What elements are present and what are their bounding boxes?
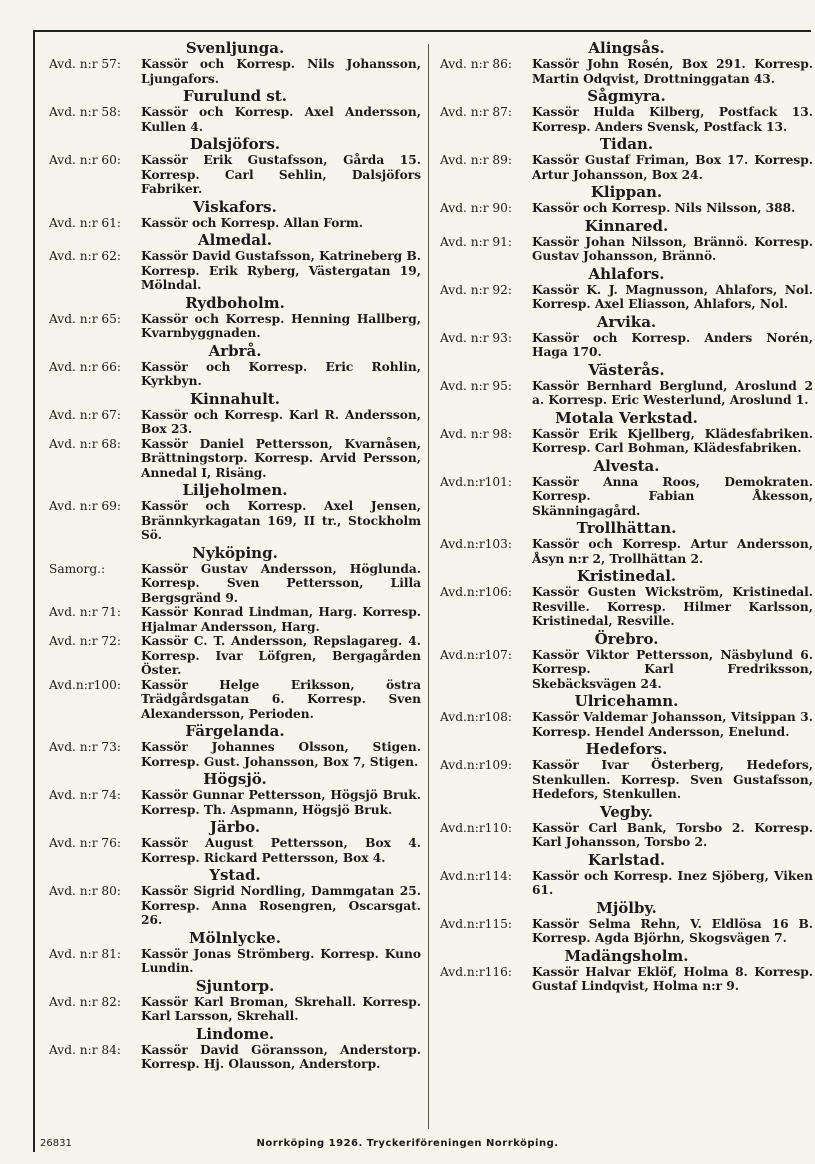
branch-contacts: Kassör och Korresp. Axel Jensen, Brännkyrkagatan 169, II tr., Stockholm Sö. bbox=[141, 499, 421, 542]
town-heading: Alvesta. bbox=[593, 456, 660, 475]
branch-entry bbox=[440, 917, 813, 946]
branch-label: Avd.n:r114: bbox=[440, 868, 513, 883]
branch-label: Avd.n:r106: bbox=[440, 585, 513, 599]
branch-label: Avd. n:r 57: bbox=[49, 57, 122, 71]
right-column bbox=[440, 38, 813, 994]
branch-section bbox=[440, 266, 813, 312]
branch-entry bbox=[49, 249, 421, 293]
branch-contacts: Kassör Viktor Pettersson, Näsbylund 6. Korresp. Karl Fredriksson, Skebäcksvägen 24. bbox=[532, 647, 813, 691]
branch-entry bbox=[49, 153, 421, 197]
branch-label: Avd. n:r 61: bbox=[49, 215, 122, 230]
town-heading: Klippan. bbox=[590, 183, 663, 201]
town-heading: Högsjö. bbox=[203, 770, 267, 788]
branch-contacts: Kassör Daniel Pettersson, Kvarnåsen, Brättningstorp. Korresp. Arvid Persson, Annedal I, Risäng. bbox=[141, 436, 421, 480]
town-heading: Nyköping. bbox=[192, 543, 278, 562]
town-heading: Furulund st. bbox=[183, 87, 287, 105]
branch-label: Avd. n:r 87: bbox=[440, 105, 513, 119]
left-column bbox=[49, 38, 421, 1072]
branch-label: Avd. n:r 71: bbox=[49, 605, 122, 619]
town-heading: Trollhättan. bbox=[576, 519, 677, 537]
branch-section bbox=[440, 693, 813, 739]
branch-entry bbox=[440, 965, 813, 994]
page-number: 26831 bbox=[40, 1138, 72, 1149]
branch-entry bbox=[49, 634, 421, 678]
branch-section bbox=[440, 631, 813, 692]
branch-entry bbox=[440, 153, 813, 182]
branch-contacts: Kassör Johannes Olsson, Stigen. Korresp. Gust. Johansson, Box 7, Stigen. bbox=[141, 740, 421, 769]
branch-entry bbox=[49, 216, 421, 231]
branch-contacts: Kassör Bernhard Berglund, Aroslund 2 a. Korresp. Eric Westerlund, Aroslund 1. bbox=[532, 378, 813, 407]
branch-section bbox=[49, 978, 421, 1024]
branch-label: Avd.n:r109: bbox=[440, 758, 513, 772]
branch-label: Avd. n:r 69: bbox=[49, 499, 122, 513]
branch-entry bbox=[440, 648, 813, 692]
branch-contacts: Kassör August Pettersson, Box 4. Korresp. Rickard Pettersson, Box 4. bbox=[141, 836, 421, 865]
branch-section bbox=[440, 314, 813, 360]
branch-label: Avd.n:r100: bbox=[49, 677, 122, 692]
branch-label: Avd. n:r 67: bbox=[49, 407, 122, 422]
town-heading: Kinnahult. bbox=[190, 389, 280, 408]
town-heading: Ystad. bbox=[209, 866, 261, 884]
branch-entry bbox=[49, 499, 421, 543]
branch-entry bbox=[440, 585, 813, 629]
branch-entry bbox=[49, 678, 421, 722]
town-heading: Mjölby. bbox=[596, 898, 657, 917]
branch-label: Avd. n:r 66: bbox=[49, 359, 122, 374]
branch-entry bbox=[49, 788, 421, 817]
branch-section bbox=[49, 295, 421, 341]
branch-contacts: Kassör Valdemar Johansson, Vitsippan 3. Korresp. Hendel Andersson, Enelund. bbox=[532, 710, 813, 739]
branch-section bbox=[440, 741, 813, 802]
branch-contacts: Kassör Helge Eriksson, östra Trädgårdsgatan 6. Korresp. Sven Alexandersson, Perioden. bbox=[141, 677, 421, 721]
branch-label: Avd. n:r 72: bbox=[49, 634, 122, 648]
branch-label: Avd. n:r 98: bbox=[440, 426, 513, 441]
branch-label: Avd. n:r 93: bbox=[440, 330, 513, 345]
branch-entry bbox=[49, 995, 421, 1024]
branch-entry bbox=[440, 475, 813, 519]
branch-section bbox=[49, 723, 421, 769]
branch-section bbox=[49, 819, 421, 865]
branch-label: Avd.n:r115: bbox=[440, 916, 513, 931]
branch-contacts: Kassör och Korresp. Allan Form. bbox=[141, 215, 363, 230]
branch-contacts: Kassör och Korresp. Nils Nilsson, 388. bbox=[532, 201, 796, 215]
branch-entry bbox=[49, 312, 421, 341]
branch-entry bbox=[49, 740, 421, 769]
branch-label: Avd. n:r 84: bbox=[49, 1042, 122, 1057]
branch-label: Avd. n:r 90: bbox=[440, 201, 513, 215]
branch-contacts: Kassör Gunnar Pettersson, Högsjö Bruk. Korresp. Th. Aspmann, Högsjö Bruk. bbox=[141, 788, 421, 817]
branch-label: Avd.n:r101: bbox=[440, 474, 513, 489]
branch-label: Avd. n:r 74: bbox=[49, 788, 122, 802]
town-heading: Karlstad. bbox=[587, 850, 666, 869]
branch-label: Avd.n:r108: bbox=[440, 710, 513, 724]
branch-contacts: Kassör Jonas Strömberg. Korresp. Kuno Lundin. bbox=[141, 946, 421, 975]
branch-section bbox=[49, 545, 421, 722]
branch-section bbox=[440, 458, 813, 519]
branch-label: Avd. n:r 68: bbox=[49, 436, 122, 451]
branch-contacts: Kassör Carl Bank, Torsbo 2. Korresp. Karl Johansson, Torsbo 2. bbox=[532, 820, 813, 849]
town-heading: Kinnared. bbox=[584, 216, 669, 235]
branch-label: Avd. n:r 86: bbox=[440, 57, 513, 71]
town-heading: Sågmyra. bbox=[587, 87, 666, 105]
branch-section bbox=[440, 568, 813, 629]
branch-label: Avd. n:r 65: bbox=[49, 311, 122, 326]
branch-contacts: Kassör och Korresp. Henning Hallberg, Kvarnbyggnaden. bbox=[141, 311, 421, 340]
branch-label: Avd. n:r 58: bbox=[49, 105, 122, 119]
branch-contacts: Kassör Hulda Kilberg, Postfack 13. Korresp. Anders Svensk, Postfack 13. bbox=[532, 105, 813, 134]
branch-entry bbox=[440, 331, 813, 360]
branch-entry bbox=[440, 57, 813, 86]
branch-contacts: Kassör Johan Nilsson, Brännö. Korresp. Gustav Johansson, Brännö. bbox=[532, 234, 813, 263]
town-heading: Arvika. bbox=[596, 312, 657, 331]
branch-label: Avd. n:r 60: bbox=[49, 153, 122, 167]
branch-contacts: Kassör och Korresp. Eric Rohlin, Kyrkbyn. bbox=[141, 359, 421, 388]
town-heading: Svenljunga. bbox=[185, 39, 285, 57]
branch-contacts: Kassör Karl Broman, Skrehall. Korresp. Karl Larsson, Skrehall. bbox=[141, 994, 421, 1023]
branch-contacts: Kassör Erik Gustafsson, Gårda 15. Korresp. Carl Sehlin, Dalsjöfors Fabriker. bbox=[141, 153, 421, 196]
branch-entry bbox=[49, 605, 421, 634]
branch-label: Avd. n:r 89: bbox=[440, 153, 513, 167]
town-heading: Liljeholmen. bbox=[182, 481, 288, 499]
branch-label: Avd. n:r 81: bbox=[49, 946, 122, 961]
town-heading: Sjuntorp. bbox=[195, 976, 275, 995]
branch-entry bbox=[440, 379, 813, 408]
town-heading: Ulricehamn. bbox=[574, 692, 679, 710]
branch-contacts: Kassör Erik Kjellberg, Klädesfabriken. Korresp. Carl Bohman, Klädesfabriken. bbox=[532, 426, 813, 455]
directory-page bbox=[33, 30, 811, 1152]
branch-contacts: Kassör Konrad Lindman, Harg. Korresp. Hjalmar Andersson, Harg. bbox=[141, 605, 421, 634]
branch-entry bbox=[49, 57, 421, 86]
branch-section bbox=[440, 410, 813, 456]
branch-section bbox=[49, 136, 421, 197]
branch-contacts: Kassör David Göransson, Anderstorp. Korresp. Hj. Olausson, Anderstorp. bbox=[141, 1042, 421, 1071]
town-heading: Lindome. bbox=[195, 1024, 275, 1043]
branch-entry bbox=[49, 884, 421, 928]
branch-contacts: Kassör John Rosén, Box 291. Korresp. Martin Odqvist, Drottninggatan 43. bbox=[532, 57, 813, 86]
branch-section bbox=[440, 948, 813, 994]
branch-entry bbox=[49, 562, 421, 606]
branch-label: Avd. n:r 95: bbox=[440, 378, 513, 393]
branch-contacts: Kassör och Korresp. Inez Sjöberg, Viken 61. bbox=[532, 868, 813, 897]
branch-entry bbox=[49, 947, 421, 976]
branch-section bbox=[49, 867, 421, 928]
town-heading: Rydboholm. bbox=[185, 293, 285, 312]
branch-section bbox=[440, 804, 813, 850]
branch-entry bbox=[440, 427, 813, 456]
branch-contacts: Kassör Gusten Wickström, Kristinedal. Resville. Korresp. Hilmer Karlsson, Kristinedal, Resville. bbox=[532, 585, 813, 628]
town-heading: Alingsås. bbox=[588, 39, 665, 57]
branch-entry bbox=[440, 537, 813, 566]
branch-entry bbox=[440, 821, 813, 850]
branch-section bbox=[440, 218, 813, 264]
branch-section bbox=[49, 1026, 421, 1072]
town-heading: Motala Verkstad. bbox=[555, 408, 698, 427]
branch-section bbox=[49, 88, 421, 134]
branch-label: Samorg.: bbox=[49, 561, 106, 576]
branch-entry bbox=[440, 869, 813, 898]
branch-contacts: Kassör Anna Roos, Demokraten. Korresp. Fabian Åkesson, Skänningagård. bbox=[532, 474, 813, 518]
branch-contacts: Kassör och Korresp. Anders Norén, Haga 170. bbox=[532, 330, 813, 359]
branch-contacts: Kassör och Korresp. Karl R. Andersson, Box 23. bbox=[141, 407, 421, 436]
branch-label: Avd.n:r103: bbox=[440, 537, 513, 551]
town-heading: Viskafors. bbox=[193, 197, 277, 216]
branch-section bbox=[440, 362, 813, 408]
branch-entry bbox=[49, 1043, 421, 1072]
town-heading: Tidan. bbox=[599, 135, 654, 153]
branch-entry bbox=[49, 105, 421, 134]
branch-section bbox=[49, 391, 421, 481]
branch-contacts: Kassör David Gustafsson, Katrineberg B. Korresp. Erik Ryberg, Västergatan 19, Mölndal. bbox=[141, 249, 421, 292]
branch-label: Avd. n:r 91: bbox=[440, 234, 513, 249]
town-heading: Almedal. bbox=[198, 231, 272, 249]
town-heading: Järbo. bbox=[209, 818, 261, 836]
branch-contacts: Kassör Sigrid Nordling, Dammgatan 25. Korresp. Anna Rosengren, Oscarsgat. 26. bbox=[141, 884, 421, 927]
branch-contacts: Kassör och Korresp. Artur Andersson, Åsyn n:r 2, Trollhättan 2. bbox=[532, 537, 813, 566]
branch-contacts: Kassör och Korresp. Nils Johansson, Ljungafors. bbox=[141, 57, 421, 86]
branch-contacts: Kassör Halvar Eklöf, Holma 8. Korresp. Gustaf Lindqvist, Holma n:r 9. bbox=[532, 964, 813, 993]
column-divider bbox=[428, 44, 429, 1129]
branch-section bbox=[440, 136, 813, 182]
branch-contacts: Kassör och Korresp. Axel Andersson, Kullen 4. bbox=[141, 105, 421, 134]
branch-label: Avd.n:r116: bbox=[440, 964, 513, 979]
branch-contacts: Kassör Ivar Österberg, Hedefors, Stenkullen. Korresp. Sven Gustafsson, Hedefors, Stenkullen. bbox=[532, 758, 813, 801]
branch-contacts: Kassör Gustav Andersson, Höglunda. Korresp. Sven Pettersson, Lilla Bergsgränd 9. bbox=[141, 561, 421, 605]
branch-label: Avd. n:r 82: bbox=[49, 994, 122, 1009]
branch-label: Avd. n:r 92: bbox=[440, 282, 513, 297]
town-heading: Färgelanda. bbox=[185, 722, 285, 740]
branch-entry bbox=[440, 235, 813, 264]
branch-section bbox=[49, 343, 421, 389]
town-heading: Ahlafors. bbox=[588, 264, 665, 283]
branch-entry bbox=[440, 710, 813, 739]
branch-section bbox=[49, 232, 421, 293]
printer-imprint: Norrköping 1926. Tryckeriföreningen Norrköping. bbox=[256, 1138, 559, 1149]
branch-section bbox=[49, 771, 421, 817]
branch-contacts: Kassör K. J. Magnusson, Ahlafors, Nol. Korresp. Axel Eliasson, Ahlafors, Nol. bbox=[532, 282, 813, 311]
branch-entry bbox=[440, 201, 813, 216]
branch-label: Avd.n:r110: bbox=[440, 820, 513, 835]
branch-section bbox=[440, 184, 813, 216]
branch-section bbox=[49, 930, 421, 976]
branch-section bbox=[440, 520, 813, 566]
branch-section bbox=[49, 199, 421, 231]
town-heading: Kristinedal. bbox=[576, 567, 677, 585]
branch-section bbox=[440, 88, 813, 134]
town-heading: Örebro. bbox=[594, 629, 659, 648]
branch-label: Avd.n:r107: bbox=[440, 647, 513, 662]
branch-contacts: Kassör C. T. Andersson, Repslagareg. 4. Korresp. Ivar Löfgren, Bergagården Öster. bbox=[141, 634, 421, 677]
branch-label: Avd. n:r 76: bbox=[49, 836, 122, 850]
town-heading: Mölnlycke. bbox=[189, 928, 281, 947]
branch-entry bbox=[49, 360, 421, 389]
town-heading: Vegby. bbox=[600, 802, 653, 821]
branch-entry bbox=[440, 283, 813, 312]
town-heading: Dalsjöfors. bbox=[189, 135, 281, 153]
branch-section bbox=[49, 40, 421, 86]
branch-section bbox=[440, 852, 813, 898]
branch-entry bbox=[440, 105, 813, 134]
branch-entry bbox=[49, 836, 421, 865]
branch-entry bbox=[49, 408, 421, 437]
town-heading: Hedefors. bbox=[585, 740, 668, 758]
branch-section bbox=[440, 40, 813, 86]
branch-label: Avd. n:r 80: bbox=[49, 884, 122, 898]
town-heading: Madängsholm. bbox=[564, 946, 689, 965]
town-heading: Västerås. bbox=[588, 360, 665, 379]
branch-contacts: Kassör Selma Rehn, V. Eldlösa 16 B. Korresp. Agda Björhn, Skogsvägen 7. bbox=[532, 916, 813, 945]
branch-entry bbox=[49, 437, 421, 481]
branch-label: Avd. n:r 73: bbox=[49, 740, 122, 754]
branch-section bbox=[440, 900, 813, 946]
branch-label: Avd. n:r 62: bbox=[49, 249, 122, 263]
branch-contacts: Kassör Gustaf Friman, Box 17. Korresp. Artur Johansson, Box 24. bbox=[532, 153, 813, 182]
branch-section bbox=[49, 482, 421, 543]
branch-entry bbox=[440, 758, 813, 802]
town-heading: Arbrå. bbox=[208, 341, 262, 360]
